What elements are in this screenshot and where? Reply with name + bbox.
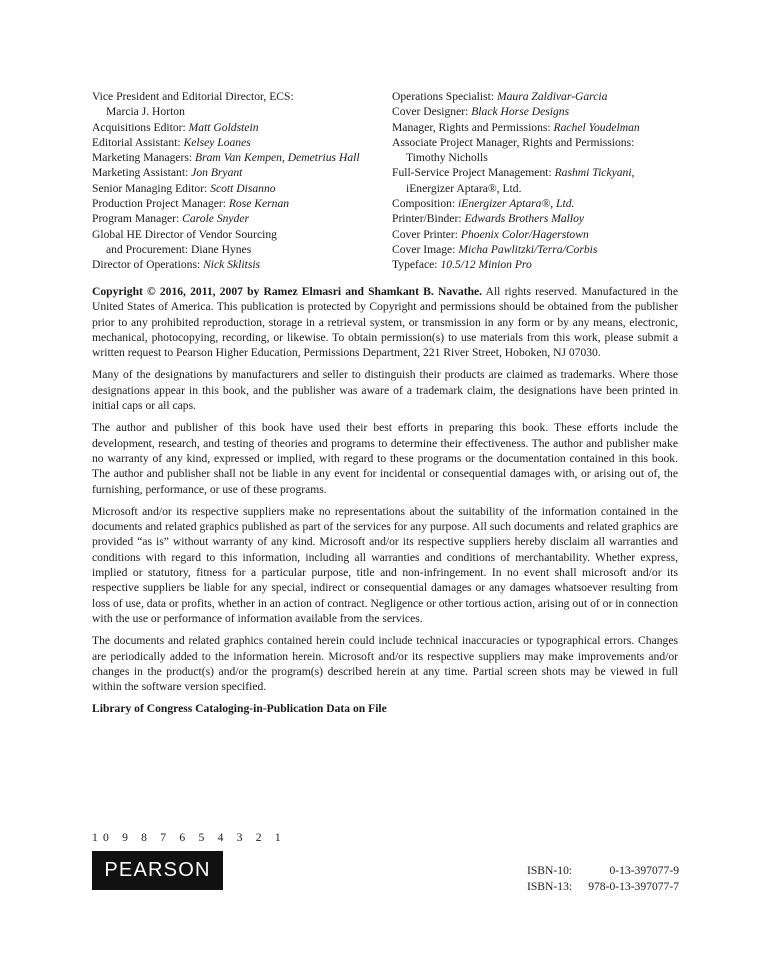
credit-operations-specialist — [392, 89, 682, 104]
credit-senior-managing-editor — [92, 181, 388, 196]
credit-name: Rashmi Tickyani, — [554, 166, 635, 180]
credit-label: Director of Operations: — [92, 258, 204, 272]
credit-label: Associate Project Manager, Rights and Permissions: — [392, 135, 635, 149]
efforts-paragraph: The author and publisher of this book have used their best efforts in preparing this book. These efforts include the development, research, and testing of theories and programs to determine their effectiveness. The author and publisher make no warranty of any kind, expressed or implied, with regard to these programs or the documentation contained in this book. The author and publisher shall not be liable in any event for incidental or consequential damages with, or arising out of, the furnishing, performance, or use of these programs. — [92, 421, 678, 496]
credit-name: Matt Goldstein — [188, 120, 259, 134]
copyright-statement: Copyright © 2016, 2011, 2007 by Ramez Elmasri and Shamkant B. Navathe. — [92, 285, 483, 298]
credit-label: Manager, Rights and Permissions: — [392, 120, 554, 134]
legal-text — [92, 284, 678, 724]
credit-label: Typeface: — [392, 258, 441, 272]
microsoft-disclaimer-paragraph: Microsoft and/or its respective suppliers make no representations about the suitability of the information contained in the documents and related graphics published as part of the services for any purpose. All such documents and related graphics are provided “as is” without warranty of any kind. Microsoft and/or its respective suppliers hereby disclaim all warranties and conditions with regard to this information, including all warranties and conditions of merchantability. Whether express, implied or statutory, fitness for a particular purpose, title and non-infringement. In no event shall microsoft and/or its respective suppliers be liable for any special, indirect or consequential damages or any damages whatsoever resulting from loss of use, data or profits, whether in an action of contract. Negligence or other tortious action, arising out of or in connection with the use or performance of information available from the services. — [92, 504, 678, 625]
inaccuracies-paragraph: The documents and related graphics contained herein could include technical inaccuracies or typographical errors. Changes are periodically added to the information herein. Microsoft and/or its respective suppliers may make improvements and/or changes in the product(s) and/or the program(s) described herein at any time. Partial screen shots may be viewed in full within the software version specified. — [92, 634, 678, 694]
credit-name: Edwards Brothers Malloy — [464, 212, 585, 226]
credit-production-project-manager — [92, 196, 388, 211]
isbn-13-label: ISBN-13: — [527, 880, 573, 893]
credit-continuation — [92, 104, 388, 119]
credit-label: Full-Service Project Management: — [392, 166, 555, 180]
credit-continuation — [392, 181, 682, 196]
credit-continuation — [92, 242, 388, 257]
credit-cover-printer — [392, 227, 682, 242]
credit-associate-project-manager — [392, 135, 682, 150]
credit-acquisitions-editor — [92, 120, 388, 135]
credit-editorial-assistant — [92, 135, 388, 150]
pearson-logo — [92, 851, 223, 890]
credit-director-of-operations — [92, 257, 388, 272]
credit-label: Global HE Director of Vendor Sourcing — [92, 227, 277, 241]
isbn-13-value: 978-0-13-397077-7 — [588, 880, 679, 893]
credit-continuation — [392, 150, 682, 165]
credit-name: Marcia J. Horton — [106, 105, 185, 119]
credit-name: Diane Hynes — [191, 242, 252, 256]
isbn-block — [527, 863, 679, 895]
credit-cover-image — [392, 242, 682, 257]
credit-rights-manager — [392, 120, 682, 135]
credit-label: and Procurement: — [106, 242, 191, 256]
credit-name: Timothy Nicholls — [406, 151, 488, 165]
credit-full-service-pm — [392, 165, 682, 180]
credit-label: Editorial Assistant: — [92, 135, 184, 149]
credit-label: Program Manager: — [92, 212, 183, 226]
credit-name: Jon Bryant — [191, 166, 243, 180]
credit-name: Black Horse Designs — [471, 105, 570, 119]
credit-name: Scott Disanno — [210, 181, 276, 195]
printing-number-line: 10 9 8 7 6 5 4 3 2 1 — [92, 831, 286, 844]
credit-cover-designer — [392, 104, 682, 119]
credit-composition — [392, 196, 682, 211]
credit-label: Senior Managing Editor: — [92, 181, 211, 195]
credit-name: iEnergizer Aptara®, Ltd. — [406, 181, 522, 195]
credit-label: Cover Designer: — [392, 105, 472, 119]
credit-name: 10.5/12 Minion Pro — [440, 258, 532, 272]
credit-label: Marketing Managers: — [92, 151, 196, 165]
credit-printer-binder — [392, 211, 682, 226]
credit-typeface — [392, 257, 682, 272]
credit-name: iEnergizer Aptara®, Ltd. — [458, 197, 575, 211]
credit-label: Operations Specialist: — [392, 90, 497, 103]
credit-name: Rose Kernan — [228, 197, 290, 211]
credit-name: Bram Van Kempen, Demetrius Hall — [195, 151, 360, 165]
credit-label: Composition: — [392, 197, 459, 211]
isbn-10-value: 0-13-397077-9 — [609, 864, 679, 877]
isbn-13-row — [527, 879, 679, 895]
credits-left-column — [92, 89, 388, 273]
credits-right-column — [392, 89, 682, 273]
credit-label: Cover Printer: — [392, 227, 461, 241]
credits-block — [92, 89, 682, 273]
credit-name: Kelsey Loanes — [183, 135, 251, 149]
credit-vp-editorial-director — [92, 89, 388, 104]
credit-program-manager — [92, 211, 388, 226]
trademarks-paragraph: Many of the designations by manufacturers and seller to distinguish their products are claimed as trademarks. Where those designations appear in this book, and the publisher was aware of a trademark claim, the designations have been printed in initial caps or all caps. — [92, 368, 678, 413]
credit-label: Marketing Assistant: — [92, 166, 192, 180]
isbn-10-label: ISBN-10: — [527, 864, 573, 877]
credit-label: Vice President and Editorial Director, ECS: — [92, 90, 294, 103]
credit-name: Carole Snyder — [182, 212, 250, 226]
credit-name: Rachel Youdelman — [553, 120, 640, 134]
logo-text: PEARSON — [104, 859, 211, 881]
library-of-congress-line: Library of Congress Cataloging-in-Publication Data on File — [92, 702, 387, 716]
credit-label: Cover Image: — [392, 242, 459, 256]
copyright-details: All rights reserved. Manufactured in the United States of America. This publication is protected by Copyright and permissions should be obtained from the publisher prior to any prohibited reproduction, storage in a retrieval system, or transmission in any form or by any means, electronic, mechanical, photocopying, recording, or likewise. To obtain permission(s) to use materials from this work, please submit a written request to Pearson Higher Education, Permissions Department, 221 River Street, Hoboken, NJ 07030. — [92, 285, 678, 360]
credit-label: Printer/Binder: — [392, 212, 465, 226]
credit-name: Phoenix Color/Hagerstown — [460, 227, 589, 241]
credit-marketing-assistant — [92, 165, 388, 180]
isbn-10-row — [527, 863, 679, 879]
credit-name: Nick Sklitsis — [203, 258, 261, 272]
credit-marketing-managers — [92, 150, 388, 165]
credit-name: Maura Zaldivar-Garcia — [496, 90, 608, 103]
credit-vendor-sourcing-director — [92, 227, 388, 242]
copyright-paragraph — [92, 284, 678, 360]
credit-label: Acquisitions Editor: — [92, 120, 189, 134]
credit-label: Production Project Manager: — [92, 197, 229, 211]
credit-name: Micha Pawlitzki/Terra/Corbis — [458, 242, 598, 256]
